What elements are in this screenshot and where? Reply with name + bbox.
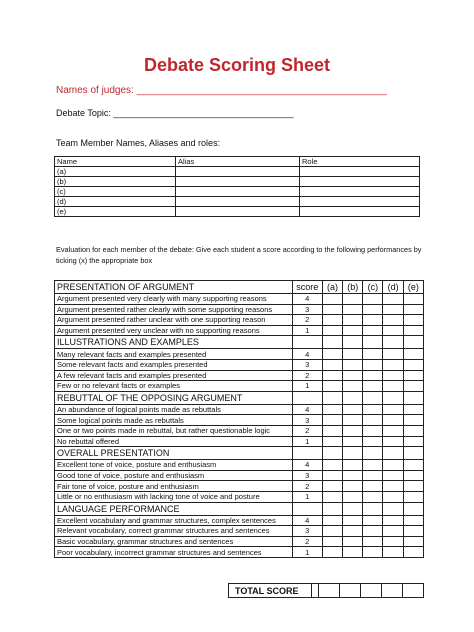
tick-box[interactable] [343, 359, 363, 370]
criterion-row [55, 481, 424, 492]
tick-box[interactable] [403, 470, 423, 481]
debate-topic-field[interactable]: Debate Topic: ____________________________________ [56, 108, 294, 118]
section-blank-cell [403, 447, 423, 460]
criterion-score: 4 [292, 515, 322, 526]
section-blank-cell [322, 502, 342, 515]
tick-box[interactable] [322, 370, 342, 381]
tick-box[interactable] [383, 359, 403, 370]
criterion-text: A few relevant facts and examples presented [55, 370, 293, 381]
tick-box[interactable] [322, 481, 342, 492]
section-score-blank [292, 447, 322, 460]
criterion-score: 1 [292, 491, 322, 502]
section-title: ILLUSTRATIONS AND EXAMPLES [55, 336, 293, 349]
criterion-text: Excellent tone of voice, posture and enthusiasm [55, 460, 293, 471]
tick-box[interactable] [383, 370, 403, 381]
tick-box[interactable] [383, 404, 403, 415]
criterion-score: 3 [292, 470, 322, 481]
criterion-text: Some relevant facts and examples presented [55, 359, 293, 370]
tick-box[interactable] [343, 294, 363, 305]
tick-box[interactable] [322, 359, 342, 370]
tick-box[interactable] [383, 349, 403, 360]
criterion-row [55, 515, 424, 526]
criterion-text: Good tone of voice, posture and enthusiasm [55, 470, 293, 481]
tick-box[interactable] [343, 481, 363, 492]
tick-box[interactable] [363, 460, 383, 471]
criterion-row [55, 349, 424, 360]
student-column-header: (b) [343, 281, 363, 294]
tick-box[interactable] [343, 404, 363, 415]
total-score-table [228, 583, 424, 598]
tick-box[interactable] [343, 470, 363, 481]
tick-box[interactable] [383, 425, 403, 436]
criterion-row [55, 491, 424, 502]
tick-box[interactable] [363, 349, 383, 360]
tick-box[interactable] [383, 415, 403, 426]
tick-box[interactable] [322, 536, 342, 547]
section-header-row [55, 391, 424, 404]
tick-box[interactable] [363, 370, 383, 381]
section-title: LANGUAGE PERFORMANCE [55, 502, 293, 515]
total-score-c[interactable] [361, 584, 382, 598]
criterion-row [55, 304, 424, 315]
section-blank-cell [363, 502, 383, 515]
team-members-label: Team Member Names, Aliases and roles: [56, 138, 221, 148]
section-blank-cell [363, 447, 383, 460]
header-alias: Alias [176, 157, 300, 167]
tick-box[interactable] [403, 515, 423, 526]
header-name: Name [55, 157, 176, 167]
member-alias-cell[interactable] [176, 167, 300, 177]
member-role-cell[interactable] [300, 207, 420, 217]
tick-box[interactable] [403, 325, 423, 336]
header-role: Role [300, 157, 420, 167]
criterion-score: 2 [292, 315, 322, 326]
criterion-text: Argument presented very clearly with many supporting reasons [55, 294, 293, 305]
criterion-row [55, 325, 424, 336]
tick-box[interactable] [363, 325, 383, 336]
tick-box[interactable] [363, 526, 383, 537]
score-column-header: score [292, 281, 322, 294]
criterion-score: 2 [292, 536, 322, 547]
member-name-cell[interactable]: (e) [55, 207, 176, 217]
criterion-text: An abundance of logical points made as rebuttals [55, 404, 293, 415]
tick-box[interactable] [343, 547, 363, 558]
criterion-text: Little or no enthusiasm with lacking tone of voice and posture [55, 491, 293, 502]
member-alias-cell[interactable] [176, 187, 300, 197]
tick-box[interactable] [403, 315, 423, 326]
tick-box[interactable] [322, 404, 342, 415]
member-name-cell[interactable]: (c) [55, 187, 176, 197]
tick-box[interactable] [403, 436, 423, 447]
section-blank-cell [363, 391, 383, 404]
criterion-text: Argument presented rather clearly with some supporting reasons [55, 304, 293, 315]
tick-box[interactable] [383, 536, 403, 547]
section-title: REBUTTAL OF THE OPPOSING ARGUMENT [55, 391, 293, 404]
section-blank-cell [383, 502, 403, 515]
judges-names-field[interactable]: Names of judges: _____________________________________________ [56, 85, 387, 96]
tick-box[interactable] [363, 381, 383, 392]
criterion-text: Argument presented very unclear with no supporting reasons [55, 325, 293, 336]
total-score-d[interactable] [382, 584, 403, 598]
tick-box[interactable] [363, 415, 383, 426]
tick-box[interactable] [363, 470, 383, 481]
tick-box[interactable] [383, 481, 403, 492]
criterion-text: Argument presented rather unclear with one supporting reason [55, 315, 293, 326]
page-title: Debate Scoring Sheet [143, 55, 331, 75]
criterion-score: 1 [292, 381, 322, 392]
criterion-row [55, 460, 424, 471]
section-title: PRESENTATION OF ARGUMENT [55, 281, 293, 294]
criterion-score: 4 [292, 349, 322, 360]
tick-box[interactable] [363, 359, 383, 370]
tick-box[interactable] [403, 460, 423, 471]
tick-box[interactable] [322, 526, 342, 537]
tick-box[interactable] [322, 315, 342, 326]
member-alias-cell[interactable] [176, 207, 300, 217]
tick-box[interactable] [363, 481, 383, 492]
student-column-header: (e) [403, 281, 423, 294]
member-row [55, 177, 420, 187]
section-header-row [55, 447, 424, 460]
tick-box[interactable] [343, 460, 363, 471]
tick-box[interactable] [383, 325, 403, 336]
tick-box[interactable] [322, 425, 342, 436]
section-blank-cell [343, 391, 363, 404]
tick-box[interactable] [343, 415, 363, 426]
criterion-score: 1 [292, 547, 322, 558]
tick-box[interactable] [403, 304, 423, 315]
student-column-header: (a) [322, 281, 342, 294]
tick-box[interactable] [363, 315, 383, 326]
tick-box[interactable] [403, 404, 423, 415]
criterion-row [55, 436, 424, 447]
tick-box[interactable] [383, 470, 403, 481]
criterion-text: Basic vocabulary, grammar structures and sentences [55, 536, 293, 547]
tick-box[interactable] [363, 491, 383, 502]
total-score-row [229, 584, 424, 598]
tick-box[interactable] [403, 415, 423, 426]
section-blank-cell [343, 447, 363, 460]
tick-box[interactable] [322, 460, 342, 471]
member-role-cell[interactable] [300, 197, 420, 207]
criterion-score: 4 [292, 404, 322, 415]
section-blank-cell [343, 336, 363, 349]
criterion-score: 2 [292, 481, 322, 492]
member-role-cell[interactable] [300, 187, 420, 197]
criterion-row [55, 315, 424, 326]
criterion-score: 3 [292, 304, 322, 315]
criterion-score: 4 [292, 294, 322, 305]
tick-box[interactable] [383, 491, 403, 502]
total-score-value[interactable] [312, 584, 319, 598]
tick-box[interactable] [343, 315, 363, 326]
tick-box[interactable] [383, 547, 403, 558]
section-blank-cell [363, 336, 383, 349]
tick-box[interactable] [322, 491, 342, 502]
criterion-text: Some logical points made as rebuttals [55, 415, 293, 426]
member-role-cell[interactable] [300, 177, 420, 187]
member-row [55, 167, 420, 177]
tick-box[interactable] [343, 526, 363, 537]
tick-box[interactable] [343, 304, 363, 315]
tick-box[interactable] [403, 491, 423, 502]
criterion-row [55, 470, 424, 481]
tick-box[interactable] [322, 470, 342, 481]
criterion-score: 4 [292, 460, 322, 471]
tick-box[interactable] [363, 425, 383, 436]
section-blank-cell [403, 336, 423, 349]
tick-box[interactable] [363, 304, 383, 315]
tick-box[interactable] [383, 460, 403, 471]
section-score-blank [292, 391, 322, 404]
tick-box[interactable] [322, 436, 342, 447]
tick-box[interactable] [322, 547, 342, 558]
criterion-row [55, 526, 424, 537]
team-members-table [54, 156, 420, 217]
tick-box[interactable] [343, 381, 363, 392]
tick-box[interactable] [343, 436, 363, 447]
section-blank-cell [403, 502, 423, 515]
tick-box[interactable] [343, 325, 363, 336]
tick-box[interactable] [403, 547, 423, 558]
criterion-text: Relevant vocabulary, correct grammar structures and sentences [55, 526, 293, 537]
criterion-text: One or two points made in rebuttal, but rather questionable logic [55, 425, 293, 436]
member-row [55, 207, 420, 217]
criterion-row [55, 415, 424, 426]
tick-box[interactable] [403, 370, 423, 381]
tick-box[interactable] [322, 294, 342, 305]
section-blank-cell [383, 336, 403, 349]
tick-box[interactable] [322, 349, 342, 360]
tick-box[interactable] [403, 425, 423, 436]
tick-box[interactable] [343, 515, 363, 526]
tick-box[interactable] [363, 436, 383, 447]
section-header-row [55, 502, 424, 515]
tick-box[interactable] [383, 304, 403, 315]
scoring-table [54, 280, 424, 558]
tick-box[interactable] [363, 536, 383, 547]
criterion-text: Many relevant facts and examples presented [55, 349, 293, 360]
criterion-score: 3 [292, 526, 322, 537]
criterion-row [55, 381, 424, 392]
criterion-text: Poor vocabulary, incorrect grammar structures and sentences [55, 547, 293, 558]
criterion-row [55, 404, 424, 415]
criterion-text: Few or no relevant facts or examples [55, 381, 293, 392]
tick-box[interactable] [363, 294, 383, 305]
tick-box[interactable] [322, 515, 342, 526]
criterion-score: 2 [292, 425, 322, 436]
total-score-e[interactable] [403, 584, 424, 598]
student-column-header: (d) [383, 281, 403, 294]
team-members-header-row [55, 157, 420, 167]
tick-box[interactable] [403, 536, 423, 547]
section-blank-cell [322, 447, 342, 460]
tick-box[interactable] [403, 381, 423, 392]
section-blank-cell [343, 502, 363, 515]
evaluation-instructions: Evaluation for each member of the debate: Give each student a score according to the following performances by ticking (x) the appropriate box [56, 245, 422, 265]
tick-box[interactable] [343, 425, 363, 436]
criterion-row [55, 370, 424, 381]
criterion-row [55, 425, 424, 436]
criterion-score: 3 [292, 359, 322, 370]
total-score-label: TOTAL SCORE [229, 584, 312, 598]
section-blank-cell [403, 391, 423, 404]
tick-box[interactable] [383, 294, 403, 305]
tick-box[interactable] [403, 481, 423, 492]
criterion-text: No rebuttal offered [55, 436, 293, 447]
criterion-row [55, 359, 424, 370]
tick-box[interactable] [363, 547, 383, 558]
criterion-score: 3 [292, 415, 322, 426]
tick-box[interactable] [322, 415, 342, 426]
criterion-text: Fair tone of voice, posture and enthusiasm [55, 481, 293, 492]
tick-box[interactable] [343, 491, 363, 502]
total-score-a[interactable] [319, 584, 340, 598]
tick-box[interactable] [383, 436, 403, 447]
tick-box[interactable] [363, 515, 383, 526]
member-name-cell[interactable]: (a) [55, 167, 176, 177]
member-role-cell[interactable] [300, 167, 420, 177]
tick-box[interactable] [322, 304, 342, 315]
section-blank-cell [383, 447, 403, 460]
section-score-blank [292, 502, 322, 515]
member-name-cell[interactable]: (b) [55, 177, 176, 187]
section-blank-cell [383, 391, 403, 404]
tick-box[interactable] [403, 526, 423, 537]
member-row [55, 197, 420, 207]
criterion-text: Excellent vocabulary and grammar structures, complex sentences [55, 515, 293, 526]
tick-box[interactable] [383, 515, 403, 526]
member-alias-cell[interactable] [176, 197, 300, 207]
tick-box[interactable] [343, 349, 363, 360]
criterion-score: 1 [292, 325, 322, 336]
criterion-row [55, 547, 424, 558]
tick-box[interactable] [343, 536, 363, 547]
member-alias-cell[interactable] [176, 177, 300, 187]
tick-box[interactable] [383, 381, 403, 392]
tick-box[interactable] [403, 294, 423, 305]
member-name-cell[interactable]: (d) [55, 197, 176, 207]
tick-box[interactable] [383, 315, 403, 326]
criterion-row [55, 536, 424, 547]
criterion-row [55, 294, 424, 305]
criterion-score: 2 [292, 370, 322, 381]
student-column-header: (c) [363, 281, 383, 294]
tick-box[interactable] [343, 370, 363, 381]
tick-box[interactable] [403, 359, 423, 370]
tick-box[interactable] [383, 526, 403, 537]
section-header-row [55, 281, 424, 294]
member-row [55, 187, 420, 197]
section-header-row [55, 336, 424, 349]
criterion-score: 1 [292, 436, 322, 447]
tick-box[interactable] [322, 325, 342, 336]
section-blank-cell [322, 391, 342, 404]
total-score-b[interactable] [340, 584, 361, 598]
section-score-blank [292, 336, 322, 349]
section-blank-cell [322, 336, 342, 349]
tick-box[interactable] [403, 349, 423, 360]
tick-box[interactable] [363, 404, 383, 415]
tick-box[interactable] [322, 381, 342, 392]
section-title: OVERALL PRESENTATION [55, 447, 293, 460]
